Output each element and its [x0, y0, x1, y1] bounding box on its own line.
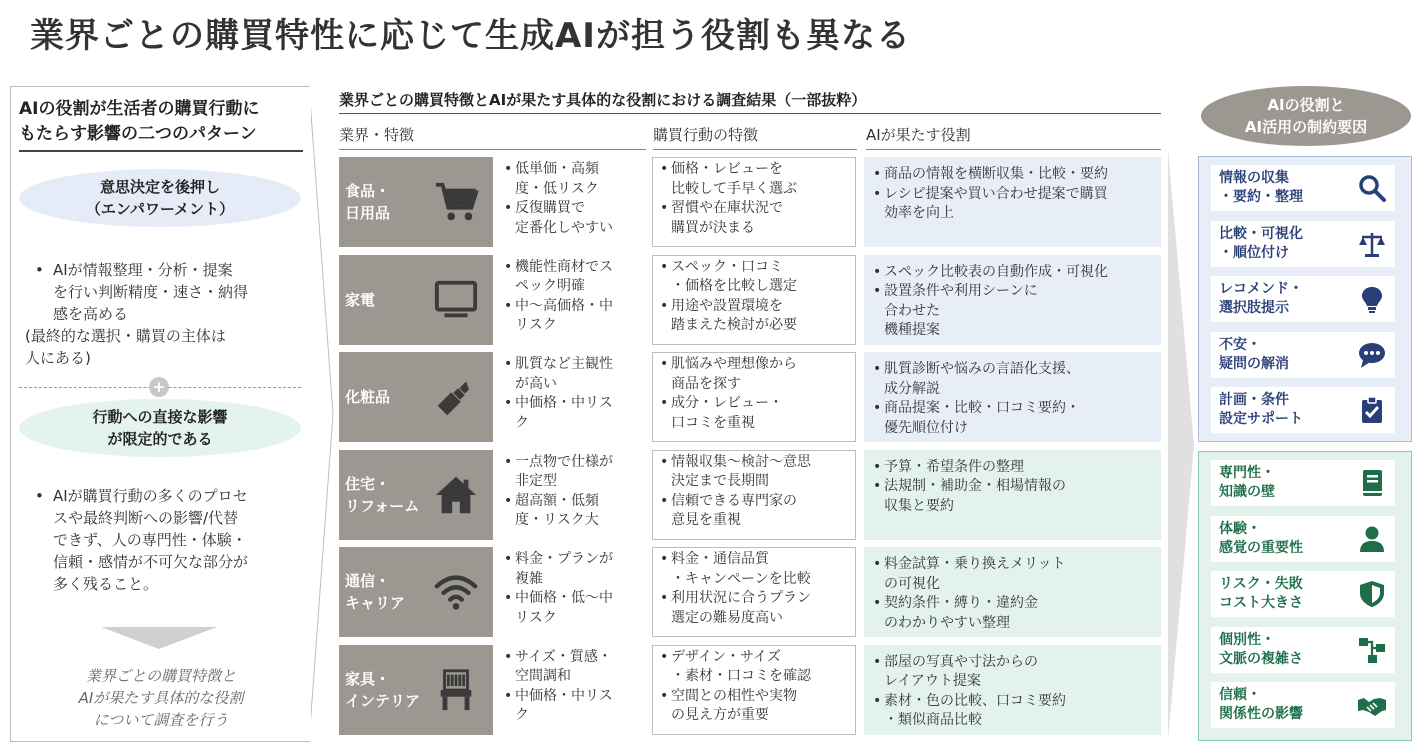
- behavior-line: 商品を探す: [671, 375, 741, 392]
- factor-label-line: 選択肢提示: [1219, 300, 1289, 316]
- factor-label-line: レコメンド・: [1219, 281, 1303, 297]
- behavior-line: 決定まで長期間: [671, 473, 769, 489]
- industry-cell: [339, 157, 493, 247]
- industry-name-line: 日用品: [345, 204, 391, 222]
- feature-line: リスク: [515, 609, 557, 626]
- role-line: ・類似商品比較: [884, 712, 982, 728]
- pattern-label: 意思決定を後押し: [99, 178, 220, 196]
- factor-label: [1219, 221, 1303, 267]
- factor-label-line: 設定サポート: [1219, 411, 1303, 427]
- left-panel: [10, 86, 310, 742]
- pattern2-bullet: [25, 485, 297, 595]
- factor-item: [1211, 627, 1395, 673]
- role-line: • スペック比較表の自動作成・可視化: [870, 263, 1161, 283]
- role-line: 収集と要約: [884, 497, 954, 514]
- behavior-line: 踏まえた検討が必要: [671, 317, 797, 333]
- magnifier-icon: [1357, 173, 1387, 203]
- behavior-line: • 情報収集〜検討〜意思: [657, 453, 855, 473]
- role-line: • 予算・希望条件の整理: [870, 458, 1161, 478]
- role-line: の可視化: [884, 575, 940, 592]
- behavior-line: の見え方が重要: [671, 707, 769, 723]
- right-chevron-arrow-icon: [309, 86, 337, 742]
- text-line: 多く残ること。: [53, 575, 159, 593]
- right-header: [1201, 86, 1411, 146]
- ai-role: [864, 450, 1161, 540]
- feature-line: 度・低リスク: [515, 180, 599, 197]
- industry-features: [497, 547, 641, 637]
- role-line: • 商品提案・比較・口コミ要約・: [870, 399, 1161, 419]
- behavior-line: • 空間との相性や実物: [657, 687, 855, 707]
- role-line: • 商品の情報を横断収集・比較・要約: [870, 165, 1161, 185]
- ai-role: [864, 352, 1161, 442]
- left-heading-line: AIの役割が生活者の購買行動に: [19, 99, 260, 119]
- clipboard-check-icon: [1357, 395, 1387, 425]
- feature-line: が高い: [515, 375, 557, 392]
- pattern-empowerment: [19, 169, 301, 227]
- house-icon: [433, 472, 479, 518]
- factor-item: [1211, 332, 1395, 378]
- feature-line: ク: [515, 707, 529, 723]
- industry-name-line: キャリア: [345, 594, 406, 612]
- role-line: • レシピ提案や買い合わせ提案で購買: [870, 185, 1161, 205]
- scale-icon: [1357, 229, 1387, 259]
- feature-line: ペック明確: [515, 278, 585, 294]
- feature-line: • 肌質など主観性: [501, 355, 641, 375]
- text-line: • AIが情報整理・分析・提案: [53, 261, 233, 279]
- behavior-line: 選定の難易度高い: [671, 609, 783, 626]
- flowchart-icon: [1357, 635, 1387, 665]
- role-line: • 肌質診断や悩みの言語化支援、: [870, 360, 1161, 380]
- industry-name-line: 食品・: [345, 182, 391, 200]
- industry-name-line: 化粧品: [345, 388, 391, 406]
- column-header-ai-role: AIが果たす役割: [866, 126, 971, 144]
- factor-label-line: ・順位付け: [1219, 244, 1289, 261]
- chair-icon: [433, 667, 479, 713]
- factor-item: [1211, 516, 1395, 562]
- shopping-cart-icon: [433, 179, 479, 225]
- note-line: 人にある): [25, 349, 91, 367]
- feature-line: リスク: [515, 317, 557, 333]
- behavior-line: 購買が決まる: [671, 219, 755, 236]
- feature-line: • 中価格・中リス: [501, 687, 641, 707]
- text-line: を行い判断精度・速さ・納得: [53, 283, 249, 301]
- ai-role: [864, 645, 1161, 735]
- chat-bubble-icon: [1357, 340, 1387, 370]
- text-line: できず、人の専門性・体験・: [53, 531, 247, 549]
- factor-item: [1211, 460, 1395, 506]
- factor-label: [1219, 516, 1303, 562]
- factor-label-line: 比較・可視化: [1219, 225, 1303, 242]
- purchase-behavior: [652, 255, 856, 345]
- pattern-label: （エンパワーメント）: [85, 200, 235, 218]
- role-line: • 料金試算・乗り換えメリット: [870, 555, 1161, 575]
- pattern-label: が限定的である: [107, 430, 213, 448]
- role-line: • 素材・色の比較、口コミ要約: [870, 692, 1161, 712]
- ai-role: [864, 547, 1161, 637]
- industry-cell: [339, 645, 493, 735]
- feature-line: • 中価格・中リス: [501, 394, 641, 414]
- wifi-icon: [433, 569, 479, 615]
- monitor-icon: [433, 277, 479, 323]
- divider: [866, 149, 1161, 150]
- text-line: 感を高める: [53, 305, 129, 323]
- feature-line: 空間調和: [515, 668, 571, 684]
- feature-line: 度・リスク大: [515, 512, 599, 528]
- table-row: [339, 157, 1161, 247]
- feature-line: ク: [515, 414, 529, 431]
- text-line: 信頼・感情が不可欠な部分が: [53, 553, 249, 571]
- shield-icon: [1357, 579, 1387, 609]
- industry-features: [497, 450, 641, 540]
- role-line: レイアウト提案: [884, 673, 981, 689]
- column-header-behavior: 購買行動の特徴: [653, 126, 759, 144]
- role-line: 機種提案: [884, 322, 940, 338]
- person-icon: [1357, 524, 1387, 554]
- factor-label: [1219, 165, 1303, 211]
- factor-label: [1219, 276, 1303, 322]
- factor-label-line: 専門性・: [1219, 465, 1275, 481]
- industry-name: [345, 352, 390, 442]
- factor-label-line: 個別性・: [1219, 631, 1275, 648]
- industry-cell: [339, 547, 493, 637]
- industry-name-line: リフォーム: [345, 496, 420, 515]
- text-line: スや最終判断への影響/代替: [53, 509, 239, 527]
- feature-line: • サイズ・質感・: [501, 648, 641, 668]
- factor-item: [1211, 387, 1395, 433]
- feature-line: • 一点物で仕様が: [501, 453, 641, 473]
- feature-line: • 中価格・低〜中: [501, 589, 641, 609]
- industry-features: [497, 645, 641, 735]
- industry-name-line: 家具・: [345, 669, 391, 688]
- behavior-line: • 成分・レビュー・: [657, 394, 855, 414]
- lipstick-icon: [433, 374, 479, 420]
- behavior-line: • デザイン・サイズ: [657, 648, 855, 668]
- purchase-behavior: [652, 450, 856, 540]
- factor-label-line: リスク・失敗: [1219, 576, 1303, 592]
- column-header-industry: 業界・特徴: [339, 126, 415, 144]
- feature-line: • 機能性商材でス: [501, 258, 641, 278]
- behavior-line: ・価格を比較し選定: [671, 278, 797, 294]
- table-row: [339, 352, 1161, 442]
- text-line: AIが果たす具体的な役割: [78, 689, 244, 707]
- behavior-line: 意見を重視: [671, 512, 741, 528]
- behavior-line: • 信頼できる専門家の: [657, 492, 855, 512]
- divider: [339, 113, 1161, 114]
- factor-label-line: 信頼・: [1219, 687, 1261, 703]
- factor-label: [1219, 460, 1275, 506]
- pattern-limited: [19, 399, 301, 457]
- purchase-behavior: [652, 352, 856, 442]
- factor-label-line: 感覚の重要性: [1219, 539, 1303, 556]
- behavior-line: • 価格・レビューを: [657, 160, 855, 180]
- factor-label-line: 文脈の複雑さ: [1219, 650, 1303, 667]
- text-line: • AIが購買行動の多くのプロセ: [53, 487, 248, 505]
- role-line: 効率を向上: [884, 205, 954, 221]
- behavior-line: • 用途や設置環境を: [657, 297, 855, 317]
- feature-line: 複雑: [515, 570, 543, 587]
- factor-item: [1211, 165, 1395, 211]
- behavior-line: • 利用状況に合うプラン: [657, 589, 855, 609]
- header-line: AIの役割と: [1267, 96, 1345, 114]
- factor-label-line: 計画・条件: [1219, 392, 1289, 408]
- table-row: [339, 547, 1161, 637]
- factor-label-line: 関係性の影響: [1219, 706, 1303, 722]
- industry-cell: [339, 352, 493, 442]
- table-row: [339, 450, 1161, 540]
- feature-line: • 低単価・高頻: [501, 160, 641, 180]
- behavior-line: • 肌悩みや理想像から: [657, 355, 855, 375]
- factor-label: [1219, 332, 1289, 378]
- factor-label: [1219, 682, 1303, 728]
- role-line: 成分解説: [884, 380, 940, 397]
- behavior-line: • 習慣や在庫状況で: [657, 199, 855, 219]
- factor-label-line: コスト大きさ: [1219, 595, 1303, 611]
- factor-label-line: 知識の壁: [1219, 484, 1275, 500]
- industry-name-line: 通信・: [345, 572, 391, 590]
- pattern2-description: [25, 485, 297, 595]
- factor-label: [1219, 387, 1303, 433]
- left-heading-line: もたらす影響の二つのパターン: [19, 124, 257, 144]
- behavior-line: 比較して手早く選ぶ: [671, 180, 797, 197]
- left-conclusion: [19, 665, 303, 731]
- factor-label: [1219, 571, 1303, 617]
- behavior-line: • スペック・口コミ: [657, 258, 855, 278]
- factor-item: [1211, 682, 1395, 728]
- role-line: • 設置条件や利用シーンに: [870, 282, 1161, 302]
- divider: [653, 149, 857, 150]
- plus-icon: +: [149, 377, 169, 397]
- note-line: (最終的な選択・購買の主体は: [25, 327, 226, 345]
- role-line: 合わせた: [884, 302, 940, 319]
- behavior-line: • 料金・通信品質: [657, 550, 855, 570]
- pattern1-bullet: [25, 259, 297, 325]
- table-row: [339, 645, 1161, 735]
- industry-features: [497, 157, 641, 247]
- factor-label-line: 不安・: [1219, 336, 1261, 353]
- factor-label-line: 体験・: [1219, 520, 1261, 537]
- constraints-box: [1198, 451, 1412, 741]
- industry-cell: [339, 255, 493, 345]
- feature-line: 定番化しやすい: [515, 219, 613, 236]
- factor-item: [1211, 276, 1395, 322]
- industry-features: [497, 255, 641, 345]
- handshake-icon: [1357, 690, 1387, 720]
- role-line: • 法規制・補助金・相場情報の: [870, 477, 1161, 497]
- behavior-line: 口コミを重視: [671, 414, 755, 431]
- pattern1-description: [25, 259, 297, 369]
- factor-label: [1219, 627, 1303, 673]
- industry-cell: [339, 450, 493, 540]
- down-arrow-icon: [101, 627, 217, 649]
- behavior-line: ・素材・口コミを確認: [671, 668, 811, 684]
- industry-name: [345, 255, 375, 345]
- role-line: 優先順位付け: [884, 419, 968, 436]
- behavior-line: ・キャンペーンを比較: [671, 570, 811, 587]
- book-icon: [1357, 468, 1387, 498]
- feature-line: 非定型: [515, 473, 557, 489]
- industry-name-line: 家電: [345, 290, 376, 309]
- purchase-behavior: [652, 547, 856, 637]
- text-line: について調査を行う: [93, 711, 229, 729]
- divider: [339, 149, 646, 150]
- factor-item: [1211, 571, 1395, 617]
- survey-subtitle: 業界ごとの購買特徴とAIが果たす具体的な役割における調査結果（一部抜粋）: [339, 91, 867, 109]
- ai-role: [864, 255, 1161, 345]
- feature-line: • 中〜高価格・中: [501, 297, 641, 317]
- ai-roles-box: [1198, 156, 1412, 442]
- purchase-behavior: [652, 645, 856, 735]
- factor-label-line: 情報の収集: [1219, 170, 1289, 186]
- lightbulb-icon: [1357, 284, 1387, 314]
- industry-name: [345, 157, 390, 247]
- right-arrow-icon: [1168, 150, 1196, 740]
- left-heading: [19, 97, 303, 152]
- role-line: • 部屋の写真や寸法からの: [870, 653, 1161, 673]
- industry-name: [345, 450, 419, 540]
- ai-role: [864, 157, 1161, 247]
- industry-features: [497, 352, 641, 442]
- table-row: [339, 255, 1161, 345]
- page-title: 業界ごとの購買特性に応じて生成AIが担う役割も異なる: [30, 16, 911, 56]
- industry-name: [345, 645, 420, 735]
- industry-name: [345, 547, 405, 637]
- feature-line: • 超高額・低頻: [501, 492, 641, 512]
- header-line: AI活用の制約要因: [1244, 118, 1368, 136]
- factor-label-line: ・要約・整理: [1219, 189, 1303, 205]
- role-line: のわかりやすい整理: [884, 614, 1010, 631]
- pattern-label: 行動への直接な影響: [92, 408, 228, 426]
- industry-name-line: インテリア: [345, 691, 421, 710]
- feature-line: • 料金・プランが: [501, 550, 641, 570]
- factor-item: [1211, 221, 1395, 267]
- text-line: 業界ごとの購買特徴と: [85, 667, 236, 685]
- industry-name-line: 住宅・: [345, 474, 391, 493]
- purchase-behavior: [652, 157, 856, 247]
- role-line: • 契約条件・縛り・違約金: [870, 594, 1161, 614]
- factor-label-line: 疑問の解消: [1219, 355, 1289, 372]
- feature-line: • 反復購買で: [501, 199, 641, 219]
